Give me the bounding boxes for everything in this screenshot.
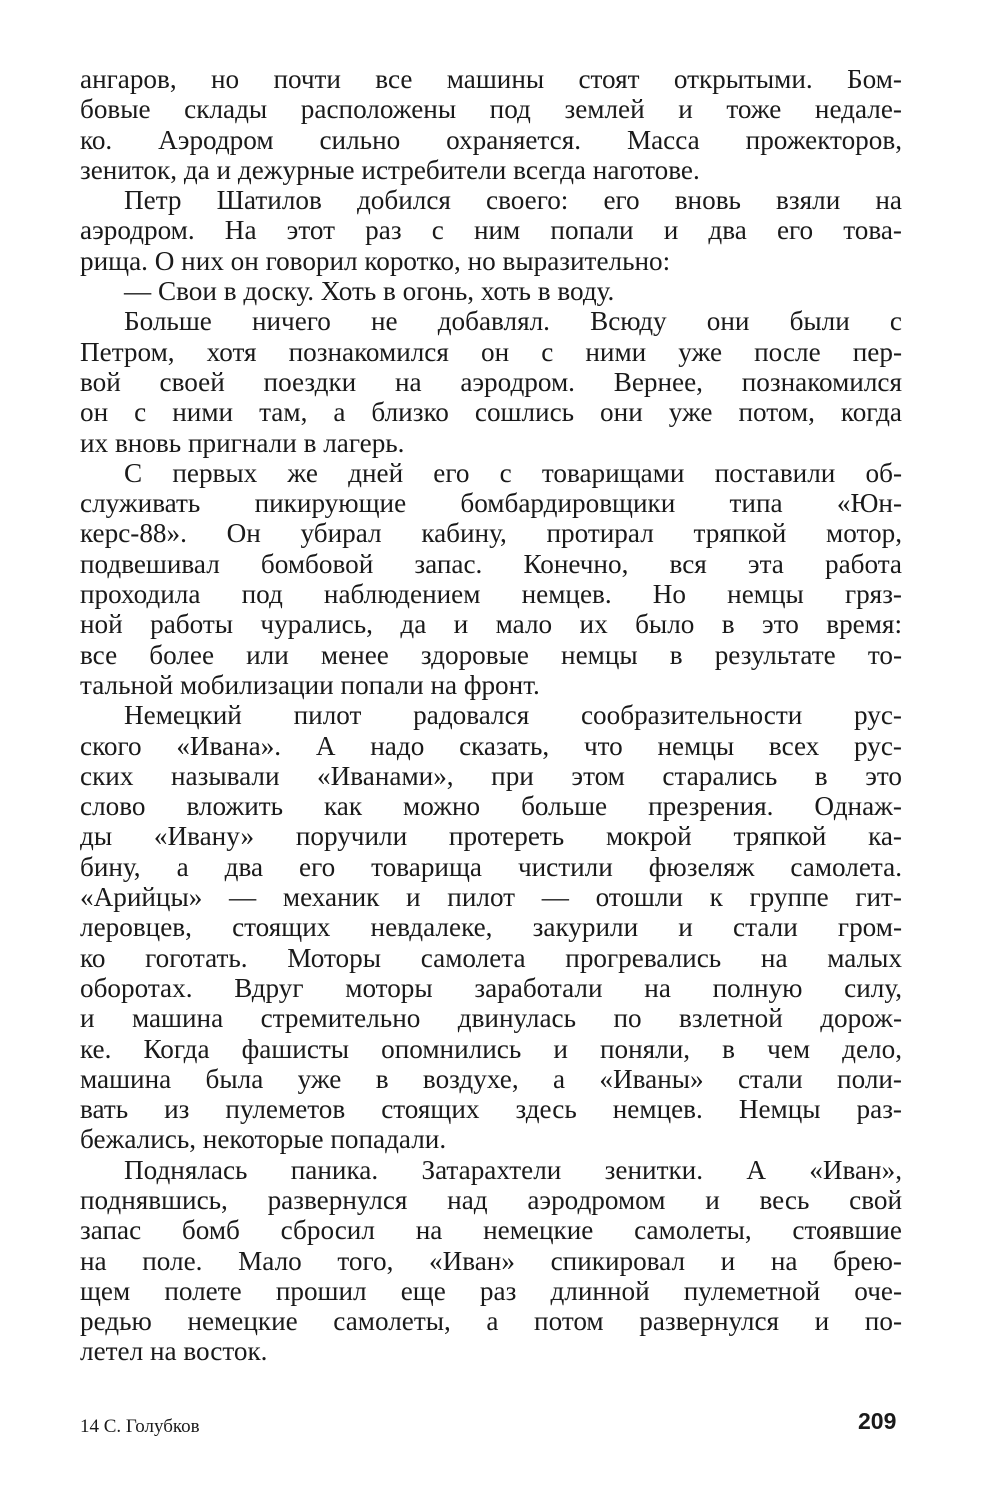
text-line: — Свои в доску. Хоть в огонь, хоть в воду.: [124, 276, 615, 307]
text-line: ангаров, но почти все машины стоят открытыми. Бом-: [80, 64, 902, 94]
text-line: вать из пулеметов стоящих здесь немцев. Немцы раз-: [80, 1094, 902, 1125]
text-line: на поле. Мало того, «Иван» спикировал и на брею-: [80, 1245, 902, 1276]
text-line: бину, а два его товарища чистили фюзеляж самолета.: [80, 851, 902, 882]
text-line: слово вложить как можно больше презрения. Однаж-: [80, 791, 902, 822]
text-line: ского «Ивана». А надо сказать, что немцы всех рус-: [80, 730, 902, 761]
text-line: щем полете прошил еще раз длинной пулеметной оче-: [80, 1275, 902, 1306]
text-line: «Арийцы» — механик и пилот — отошли к группе гит-: [80, 882, 902, 913]
text-line: керс-88». Он убирал кабину, протирал тряпкой мотор,: [80, 518, 902, 549]
text-line: Петр Шатилов добился своего: его вновь взяли на: [124, 185, 902, 216]
text-line: летел на восток.: [80, 1336, 268, 1367]
text-line: все более или менее здоровые немцы в результате то-: [80, 639, 902, 670]
text-line: Больше ничего не добавлял. Всюду они были с: [124, 306, 902, 337]
text-line: леровцев, стоящих невдалеке, закурили и стали гром-: [80, 912, 902, 943]
text-line: Немецкий пилот радовался сообразительности рус-: [124, 700, 902, 731]
text-line: подвешивал бомбовой запас. Конечно, вся эта работа: [80, 548, 902, 579]
text-line: ских называли «Иванами», при этом старались в это: [80, 760, 902, 791]
body-text: [80, 64, 902, 1367]
footer-signature: 14 С. Голубков: [80, 1416, 200, 1437]
text-line: ке. Когда фашисты опомнились и поняли, в чем дело,: [80, 1033, 902, 1064]
text-line: и машина стремительно двинулась по взлетной дорож-: [80, 1003, 902, 1034]
text-line: поднявшись, развернулся над аэродромом и весь свой: [80, 1184, 902, 1215]
text-line: ко гоготать. Моторы самолета прогревались на малых: [80, 942, 902, 973]
text-line: запас бомб сбросил на немецкие самолеты, стоявшие: [80, 1215, 902, 1246]
text-line: оборотах. Вдруг моторы заработали на полную силу,: [80, 972, 902, 1003]
text-line: ко. Аэродром сильно охраняется. Масса прожекторов,: [80, 124, 902, 155]
text-line: зениток, да и дежурные истребители всегда наготове.: [80, 154, 700, 185]
text-line: проходила под наблюдением немцев. Но немцы гряз-: [80, 579, 902, 610]
text-line: Петром, хотя познакомился он с ними уже после пер-: [80, 336, 902, 367]
text-line: их вновь пригнали в лагерь.: [80, 427, 405, 458]
text-line: бовые склады расположены под землей и тоже недале-: [80, 94, 902, 125]
text-line: он с ними там, а близко сошлись они уже потом, когда: [80, 397, 902, 428]
text-line: тальной мобилизации попали на фронт.: [80, 669, 540, 700]
text-line: вой своей поездки на аэродром. Вернее, познакомился: [80, 366, 902, 397]
text-line: редью немецкие самолеты, а потом развернулся и по-: [80, 1306, 902, 1337]
text-line: Поднялась паника. Затарахтели зенитки. А «Иван»,: [124, 1154, 902, 1185]
page-number: 209: [858, 1408, 897, 1434]
text-line: ной работы чурались, да и мало их было в это время:: [80, 609, 902, 640]
text-line: аэродром. На этот раз с ним попали и два его това-: [80, 215, 902, 246]
text-line: бежались, некоторые попадали.: [80, 1124, 447, 1155]
text-line: ды «Ивану» поручили протереть мокрой тряпкой ка-: [80, 821, 902, 852]
text-line: рища. О них он говорил коротко, но выразительно:: [80, 245, 671, 276]
text-line: С первых же дней его с товарищами поставили об-: [124, 457, 902, 488]
text-line: машина была уже в воздухе, а «Иваны» стали поли-: [80, 1063, 902, 1094]
text-line: служивать пикирующие бомбардировщики типа «Юн-: [80, 488, 902, 519]
